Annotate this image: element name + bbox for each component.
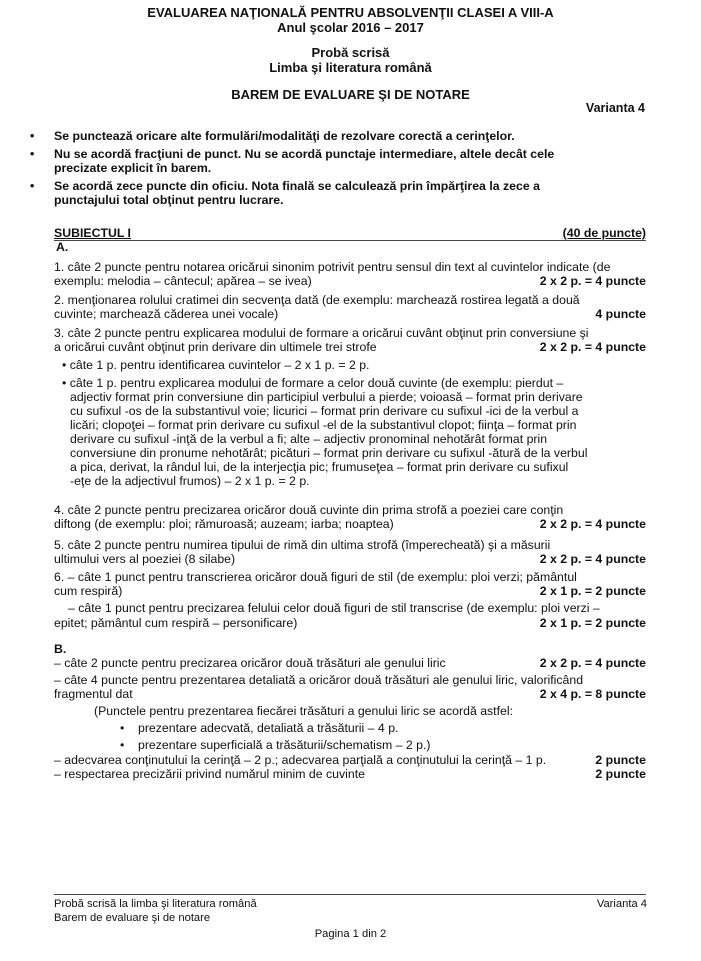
list-item: – câte 2 puncte pentru precizarea oricăror două trăsături ale genului liric 2 x 2 p. = 4 puncte	[54, 656, 646, 670]
list-item: conversiune din pronume nehotărât; picături – format prin derivare cu sufixul -ătură de la verbul	[70, 446, 588, 460]
footer-left-1: Probă scrisă la limba şi literatura română	[54, 898, 257, 910]
list-item: cum respiră) 2 x 1 p. = 2 puncte	[54, 584, 646, 598]
list-item: • câte 1 p. pentru identificarea cuvintelor – 2 x 1 p. = 2 p.	[62, 358, 370, 372]
section-points: (40 de puncte)	[562, 226, 646, 240]
list-item: – câte 1 punct pentru precizarea felului celor două figuri de stil transcrise (de exemplu: ploi verzi –	[68, 601, 600, 615]
list-item: prezentare adecvată, detaliată a trăsăturii – 4 p.	[138, 721, 399, 735]
list-item: – respectarea precizării privind numărul minim de cuvinte 2 puncte	[54, 767, 646, 781]
list-item: 3. câte 2 puncte pentru explicarea modului de formare a oricărui cuvânt obţinut prin conversiune şi	[54, 326, 589, 340]
footer-divider	[54, 894, 646, 895]
list-item: cuvinte; marchează căderea unei vocale) 4 puncte	[54, 307, 646, 321]
list-item: 4. câte 2 puncte pentru precizarea oricăror două cuvinte din prima strofă a poeziei care conţin	[54, 503, 564, 517]
list-item: (Punctele pentru prezentarea fiecărei trăsături a genului liric se acordă astfel:	[94, 704, 514, 718]
rule-3: Se acordă zece puncte din oficiu. Nota finală se calculează prin împărţirea la zece a	[54, 179, 540, 193]
page-number: Pagina 1 din 2	[314, 928, 387, 940]
footer-left-2: Barem de evaluare şi de notare	[54, 912, 211, 924]
list-item: 5. câte 2 puncte pentru numirea tipului de rimă din ultima strofă (împerecheată) şi a măsurii	[54, 538, 551, 552]
list-item: epitet; pământul cum respiră – personificare) 2 x 1 p. = 2 puncte	[54, 616, 646, 630]
bullet-icon: •	[30, 147, 35, 161]
school-year: Anul şcolar 2016 – 2017	[277, 20, 424, 35]
footer-variant: Varianta 4	[596, 898, 647, 910]
part-b-label: B.	[54, 642, 67, 656]
list-item: cu sufixul -os de la substantivul voie; licurici – format prin derivare cu sufixul -ici de la verbul a	[70, 404, 579, 418]
list-item: fragmentul dat 2 x 4 p. = 8 puncte	[54, 687, 646, 701]
bullet-icon: •	[30, 129, 35, 143]
bullet-icon: •	[30, 179, 35, 193]
variant-label: Varianta 4	[585, 101, 645, 115]
list-item: ultimului vers al poeziei (8 silabe) 2 x 2 p. = 4 puncte	[54, 552, 646, 566]
exam-subject: Limba şi literatura română	[269, 60, 432, 75]
list-item: diftong (de exemplu: ploi; rămuroasă; auzeam; iarba; noaptea) 2 x 2 p. = 4 puncte	[54, 517, 646, 531]
rule-2-cont: precizate explicit în barem.	[54, 161, 212, 175]
list-item: 2. menţionarea rolului cratimei din secvenţa dată (de exemplu: marchează rostirea legată a două	[54, 293, 580, 307]
rule-2: Nu se acordă fracţiuni de punct. Nu se acordă punctaje intermediare, altele decât cele	[54, 147, 555, 161]
list-item: exemplu: melodia – cântecul; apărea – se ivea) 2 x 2 p. = 4 puncte	[54, 274, 646, 288]
list-item: licări; clopoţei – format prin derivare cu sufixul -el de la substantivul clopot; fiinţa – format prin	[70, 418, 577, 432]
list-item: – câte 4 puncte pentru prezentarea detaliată a oricăror două trăsături ale genului liric, valorificând	[54, 673, 584, 687]
rule-3-cont: punctajului total obţinut pentru lucrare.	[54, 193, 284, 207]
list-item: a oricărui cuvânt obţinut prin derivare din ultimele trei strofe 2 x 2 p. = 4 puncte	[54, 340, 646, 354]
list-item: adjectiv format prin conversiune din participiul verbului a pierde; voioasă – format prin derivare	[70, 390, 583, 404]
part-a-label: A.	[56, 240, 69, 254]
list-item: • câte 1 p. pentru explicarea modului de formare a celor două cuvinte (de exemplu: pierdut –	[62, 376, 564, 390]
section-title: SUBIECTUL I	[54, 226, 131, 240]
document-title: EVALUAREA NAŢIONALĂ PENTRU ABSOLVENŢII CLASEI A VIII-A	[147, 5, 554, 20]
list-item: a pica, derivat, la rândul lui, de la interjecţia pic; frumuseţea – format prin derivare cu sufixul	[70, 460, 569, 474]
list-item: -eţe de la adjectivul frumos) – 2 x 1 p. = 2 p.	[70, 474, 310, 488]
barem-title: BAREM DE EVALUARE ŞI DE NOTARE	[231, 87, 470, 102]
exam-type: Probă scrisă	[311, 45, 390, 60]
section-header	[54, 226, 646, 240]
list-item: prezentare superficială a trăsăturii/schematism – 2 p.)	[138, 738, 431, 752]
bullet-icon: •	[120, 738, 125, 752]
list-item: 1. câte 2 puncte pentru notarea oricărui sinonim potrivit pentru sensul din text al cuvintelor indicate (de	[54, 260, 611, 274]
list-item: 6. – câte 1 punct pentru transcrierea oricăror două figuri de stil (de exemplu: ploi verzi; pământul	[54, 570, 577, 584]
rule-1: Se punctează oricare alte formulări/modalităţi de rezolvare corectă a cerinţelor.	[54, 129, 515, 143]
bullet-icon: •	[120, 721, 125, 735]
list-item: derivare cu sufixul -inţă de la verbul a fi; alte – adjectiv pronominal nehotărât format prin	[70, 432, 548, 446]
list-item: – adecvarea conţinutului la cerinţă – 2 p.; adecvarea parţială a conţinutului la cerinţă – 1 p. 2 puncte	[54, 753, 646, 767]
